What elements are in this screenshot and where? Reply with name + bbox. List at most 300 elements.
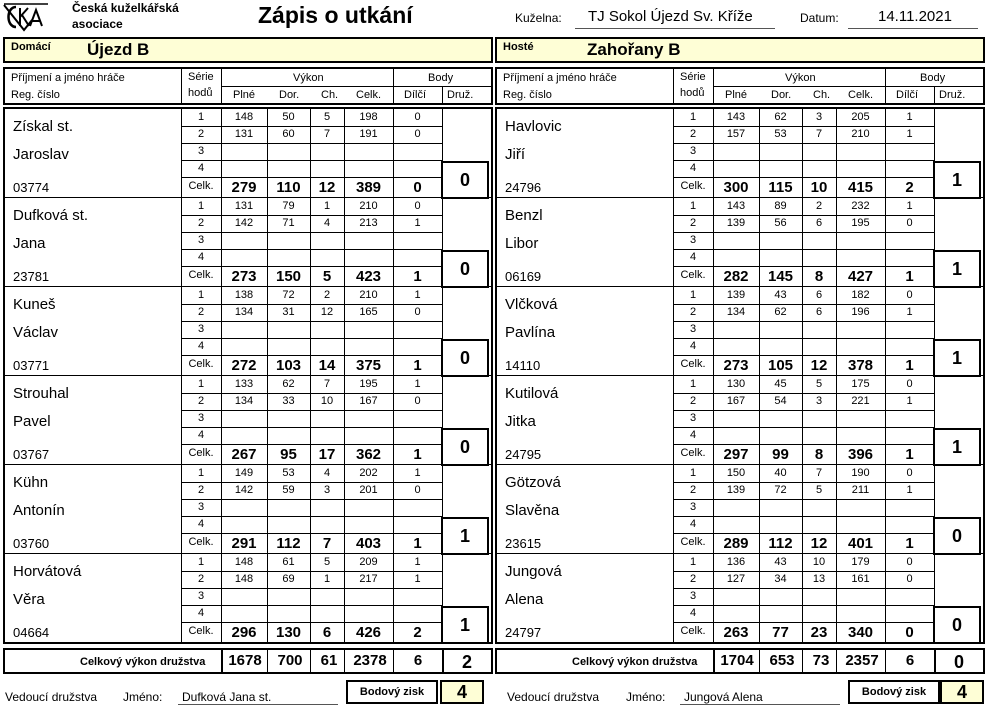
serie-dilci-value: 1 — [906, 306, 913, 318]
player-reg-number: 03774 — [13, 180, 50, 195]
serie-ch-value: 2 — [815, 200, 823, 212]
grid-line — [673, 338, 934, 339]
grid-line — [181, 69, 182, 105]
player-total-celk: 340 — [847, 624, 874, 641]
serie-number: 4 — [197, 429, 205, 441]
serie-dilci-value: 0 — [906, 378, 913, 390]
grid-line — [181, 533, 441, 534]
serie-dor-value: 59 — [282, 484, 295, 496]
serie-ch-value: 12 — [320, 306, 334, 318]
player-first-name: Pavel — [13, 413, 51, 430]
serie-celk-value: 195 — [359, 378, 378, 390]
serie-ch-value: 2 — [323, 289, 331, 301]
serie-number: 4 — [689, 429, 697, 441]
player-total-ch: 10 — [810, 179, 828, 196]
grid-line — [181, 499, 442, 500]
serie-dilci-value: 0 — [906, 573, 913, 585]
serie-dor-value: 79 — [282, 200, 295, 212]
player-total-dor: 103 — [275, 357, 302, 374]
serie-dilci-value: 0 — [414, 200, 421, 212]
header-celk-label: Celk. — [848, 89, 874, 101]
player-row — [497, 465, 983, 554]
serie-celk-value: 210 — [359, 200, 378, 212]
celk-label: Celk. — [188, 180, 214, 192]
player-total-celk: 403 — [355, 535, 382, 552]
player-row — [5, 109, 491, 198]
serie-celk-value: 198 — [359, 111, 378, 123]
celk-label: Celk. — [680, 536, 706, 548]
serie-ch-value: 1 — [323, 573, 331, 585]
serie-dor-value: 72 — [282, 289, 295, 301]
serie-dor-value: 69 — [282, 573, 295, 585]
header-druz-label: Druž. — [447, 89, 474, 101]
grid-line — [836, 650, 837, 672]
serie-ch-value: 7 — [323, 128, 331, 140]
player-surname: Získal st. — [13, 118, 74, 135]
grid-line — [267, 650, 268, 672]
player-total-plne: 297 — [723, 446, 749, 463]
serie-dilci-value: 1 — [906, 484, 913, 496]
home-bodovy-zisk-value: 4 — [440, 680, 484, 704]
venue-label: Kuželna: — [515, 11, 562, 25]
serie-number: 3 — [197, 323, 205, 335]
player-total-ch: 14 — [318, 357, 336, 374]
grid-line — [181, 321, 442, 322]
grid-line — [181, 516, 442, 517]
player-total-plne: 296 — [231, 624, 257, 641]
serie-plne-value: 142 — [234, 217, 254, 229]
player-first-name: Jiří — [505, 146, 525, 163]
serie-plne-value: 143 — [726, 200, 746, 212]
serie-number: 4 — [689, 340, 697, 352]
player-total-plne: 289 — [723, 535, 749, 552]
grid-line — [934, 650, 936, 672]
player-total-celk: 427 — [847, 268, 874, 285]
header-ch-label: Ch. — [321, 89, 339, 101]
player-total-dor: 99 — [772, 446, 789, 463]
player-row — [497, 198, 983, 287]
home-team-total-row — [3, 648, 493, 674]
player-row — [497, 376, 983, 465]
serie-celk-value: 205 — [851, 111, 870, 123]
player-row — [5, 465, 491, 554]
player-reg-number: 04664 — [13, 625, 50, 640]
serie-plne-value: 148 — [234, 111, 254, 123]
grid-line — [713, 86, 983, 87]
player-total-dilci: 2 — [905, 179, 914, 196]
serie-dor-value: 45 — [774, 378, 787, 390]
serie-celk-value: 195 — [851, 217, 870, 229]
serie-plne-value: 139 — [726, 289, 746, 301]
serie-dor-value: 54 — [774, 395, 787, 407]
away-jmeno-label: Jméno: — [626, 690, 666, 704]
player-surname: Kutilová — [505, 385, 559, 402]
grid-line — [673, 177, 933, 178]
grid-line — [442, 86, 443, 105]
grid-line — [934, 287, 935, 339]
player-row — [5, 287, 491, 376]
serie-ch-value: 1 — [323, 200, 331, 212]
away-bodovy-zisk-label: Bodový zisk — [848, 680, 940, 704]
serie-plne-value: 138 — [234, 289, 254, 301]
serie-dilci-value: 0 — [414, 484, 421, 496]
grid-line — [673, 266, 933, 267]
header-plne-label: Plné — [233, 89, 256, 101]
serie-ch-value: 3 — [815, 111, 823, 123]
player-total-dor: 115 — [768, 179, 793, 196]
serie-number: 4 — [197, 340, 205, 352]
player-surname: Kühn — [13, 474, 49, 491]
celk-label: Celk. — [680, 180, 706, 192]
team-total-plne: 1678 — [228, 652, 262, 669]
grid-line — [442, 376, 443, 428]
serie-celk-value: 213 — [359, 217, 378, 229]
serie-number: 3 — [689, 590, 697, 602]
serie-dor-value: 72 — [774, 484, 787, 496]
grid-line — [673, 571, 934, 572]
grid-line — [181, 126, 442, 127]
grid-line — [442, 198, 443, 250]
grid-line — [181, 393, 442, 394]
player-total-celk: 401 — [847, 535, 874, 552]
serie-plne-value: 150 — [726, 467, 746, 479]
serie-ch-value: 7 — [323, 378, 331, 390]
header-name-label: Příjmení a jméno hráče — [11, 72, 125, 84]
celk-label: Celk. — [188, 269, 214, 281]
grid-line — [673, 321, 934, 322]
player-reg-number: 14110 — [505, 358, 541, 373]
grid-line — [673, 69, 674, 105]
serie-plne-value: 148 — [234, 573, 254, 585]
player-reg-number: 23781 — [13, 269, 50, 284]
team-point-box: 1 — [933, 161, 981, 199]
player-row — [497, 109, 983, 198]
player-total-celk: 378 — [847, 357, 874, 374]
player-total-dor: 77 — [772, 624, 789, 641]
header-serie-label: Série — [188, 71, 214, 83]
grid-line — [673, 355, 933, 356]
serie-plne-value: 131 — [234, 200, 254, 212]
serie-dor-value: 43 — [774, 556, 787, 568]
team-total-celk: 2357 — [845, 652, 879, 669]
serie-celk-value: 196 — [851, 306, 870, 318]
player-first-name: Slavěna — [505, 502, 560, 519]
serie-dilci-value: 1 — [414, 467, 421, 479]
player-total-plne: 263 — [723, 624, 749, 641]
header-celk-label: Celk. — [356, 89, 382, 101]
serie-celk-value: 209 — [359, 556, 378, 568]
player-total-ch: 7 — [322, 535, 332, 552]
header-druz-label: Druž. — [939, 89, 966, 101]
player-total-ch: 6 — [322, 624, 332, 641]
header-dor-label: Dor. — [771, 89, 792, 101]
grid-line — [310, 650, 311, 672]
serie-number: 3 — [197, 145, 205, 157]
grid-line — [393, 650, 394, 672]
player-reg-number: 03771 — [13, 358, 50, 373]
serie-plne-value: 139 — [726, 484, 746, 496]
header-hodu-label: hodů — [188, 87, 213, 99]
header-reg-label: Reg. číslo — [11, 89, 60, 101]
serie-celk-value: 161 — [851, 573, 870, 585]
serie-dilci-value: 0 — [414, 395, 421, 407]
player-row — [497, 554, 983, 643]
grid-line — [181, 249, 442, 250]
player-first-name: Alena — [505, 591, 544, 608]
org-name-line1: Česká kuželkářská — [72, 1, 179, 15]
serie-number: 4 — [197, 518, 205, 530]
grid-line — [221, 86, 491, 87]
serie-number: 3 — [689, 145, 697, 157]
team-total-label: Celkový výkon družstva — [80, 656, 206, 668]
header-vykon-label: Výkon — [785, 72, 816, 84]
grid-line — [673, 232, 934, 233]
serie-dilci-value: 0 — [414, 128, 421, 140]
serie-number: 2 — [689, 395, 697, 407]
player-total-plne: 273 — [723, 357, 749, 374]
player-total-dilci: 1 — [905, 446, 914, 463]
player-total-dilci: 1 — [413, 268, 422, 285]
serie-number: 3 — [689, 323, 697, 335]
away-team-total-row — [495, 648, 985, 674]
serie-dor-value: 62 — [774, 306, 787, 318]
player-total-dilci: 0 — [413, 179, 422, 196]
serie-plne-value: 139 — [726, 217, 746, 229]
player-first-name: Pavlína — [505, 324, 556, 341]
serie-celk-value: 232 — [851, 200, 870, 212]
home-players-table — [3, 107, 493, 644]
player-first-name: Jana — [13, 235, 46, 252]
player-row — [5, 198, 491, 287]
away-players-table — [495, 107, 985, 644]
player-first-name: Jitka — [505, 413, 536, 430]
grid-line — [221, 650, 223, 672]
player-first-name: Jaroslav — [13, 146, 69, 163]
grid-line — [673, 126, 934, 127]
team-total-dor: 700 — [277, 652, 303, 669]
player-total-dilci: 0 — [905, 624, 914, 641]
header-dilci-label: Dílčí — [896, 89, 918, 101]
serie-dilci-value: 1 — [906, 395, 913, 407]
serie-plne-value: 131 — [234, 128, 254, 140]
serie-dilci-value: 0 — [414, 306, 421, 318]
away-label: Hosté — [503, 41, 534, 53]
home-jmeno-label: Jméno: — [123, 690, 163, 704]
grid-line — [673, 160, 934, 161]
header-plne-label: Plné — [725, 89, 748, 101]
serie-number: 3 — [689, 412, 697, 424]
header-body-label: Body — [920, 72, 946, 84]
player-total-dor: 112 — [276, 535, 301, 552]
player-first-name: Libor — [505, 235, 539, 252]
grid-line — [673, 482, 934, 483]
grid-line — [344, 650, 345, 672]
serie-dor-value: 53 — [774, 128, 787, 140]
player-total-celk: 362 — [355, 446, 382, 463]
home-team-name: Újezd B — [87, 40, 150, 59]
page-title: Zápis o utkání — [258, 2, 413, 28]
serie-dilci-value: 1 — [414, 556, 421, 568]
player-total-celk: 396 — [847, 446, 874, 463]
player-total-plne: 300 — [723, 179, 749, 196]
player-total-plne: 291 — [231, 535, 257, 552]
home-leader-name: Dufková Jana st. — [182, 690, 272, 704]
grid-line — [181, 355, 441, 356]
serie-celk-value: 217 — [359, 573, 378, 585]
grid-line — [181, 143, 442, 144]
serie-ch-value: 6 — [815, 217, 823, 229]
serie-dor-value: 60 — [282, 128, 295, 140]
team-total-celk: 2378 — [353, 652, 387, 669]
serie-celk-value: 165 — [359, 306, 378, 318]
serie-ch-value: 5 — [323, 111, 331, 123]
player-surname: Vlčková — [505, 296, 558, 313]
serie-number: 1 — [197, 289, 205, 301]
serie-number: 1 — [689, 467, 697, 479]
serie-celk-value: 167 — [359, 395, 378, 407]
serie-plne-value: 148 — [234, 556, 254, 568]
serie-ch-value: 10 — [812, 556, 826, 568]
header-vykon-label: Výkon — [293, 72, 324, 84]
home-column-header — [3, 67, 493, 105]
player-reg-number: 03760 — [13, 536, 50, 551]
grid-line — [181, 177, 441, 178]
serie-ch-value: 4 — [323, 467, 331, 479]
serie-number: 4 — [197, 251, 205, 263]
grid-line — [181, 605, 442, 606]
serie-dor-value: 62 — [282, 378, 295, 390]
header-name-label: Příjmení a jméno hráče — [503, 72, 617, 84]
serie-dor-value: 50 — [282, 111, 295, 123]
celk-label: Celk. — [680, 269, 706, 281]
team-point-box: 0 — [933, 606, 981, 644]
player-total-celk: 426 — [355, 624, 382, 641]
serie-plne-value: 149 — [234, 467, 254, 479]
player-total-celk: 423 — [355, 268, 382, 285]
player-reg-number: 24797 — [505, 625, 542, 640]
grid-line — [673, 249, 934, 250]
grid-line — [673, 393, 934, 394]
serie-ch-value: 5 — [815, 378, 823, 390]
grid-line — [934, 198, 935, 250]
grid-line — [673, 533, 933, 534]
serie-number: 3 — [197, 234, 205, 246]
serie-number: 1 — [689, 378, 697, 390]
player-total-plne: 267 — [231, 446, 257, 463]
away-team-header — [495, 37, 985, 63]
serie-plne-value: 157 — [726, 128, 746, 140]
grid-line — [181, 266, 441, 267]
serie-ch-value: 13 — [812, 573, 826, 585]
team-total-ch: 73 — [812, 652, 830, 669]
away-leader-label: Vedoucí družstva — [507, 690, 600, 704]
date-value: 14.11.2021 — [878, 8, 952, 25]
team-point-box: 1 — [441, 517, 489, 555]
serie-dilci-value: 1 — [414, 289, 421, 301]
player-first-name: Antonín — [13, 502, 65, 519]
serie-dor-value: 43 — [774, 289, 787, 301]
player-reg-number: 24796 — [505, 180, 542, 195]
serie-dilci-value: 1 — [414, 217, 421, 229]
player-row — [5, 554, 491, 643]
player-surname: Götzová — [505, 474, 561, 491]
grid-line — [181, 571, 442, 572]
header-dor-label: Dor. — [279, 89, 300, 101]
serie-celk-value: 190 — [851, 467, 870, 479]
serie-dor-value: 62 — [774, 111, 787, 123]
serie-ch-value: 6 — [815, 289, 823, 301]
serie-number: 4 — [197, 162, 205, 174]
serie-dor-value: 31 — [282, 306, 295, 318]
serie-plne-value: 134 — [726, 306, 746, 318]
serie-number: 2 — [197, 128, 205, 140]
grid-line — [673, 588, 934, 589]
grid-line — [442, 109, 443, 161]
player-total-ch: 12 — [810, 535, 828, 552]
serie-ch-value: 7 — [815, 128, 823, 140]
serie-number: 3 — [689, 501, 697, 513]
serie-dor-value: 33 — [282, 395, 295, 407]
celk-label: Celk. — [680, 625, 706, 637]
serie-plne-value: 134 — [234, 395, 254, 407]
player-total-dor: 150 — [275, 268, 302, 285]
header-hodu-label: hodů — [680, 87, 705, 99]
serie-dilci-value: 0 — [414, 111, 421, 123]
serie-number: 4 — [689, 162, 697, 174]
team-total-dor: 653 — [769, 652, 795, 669]
serie-dor-value: 61 — [282, 556, 295, 568]
org-name-line2: asociace — [72, 17, 123, 31]
serie-dilci-value: 1 — [906, 111, 913, 123]
header-dilci-label: Dílčí — [404, 89, 426, 101]
grid-line — [759, 650, 760, 672]
serie-dilci-value: 0 — [906, 289, 913, 301]
grid-line — [181, 304, 442, 305]
serie-number: 2 — [689, 306, 697, 318]
serie-ch-value: 6 — [815, 306, 823, 318]
player-total-dilci: 1 — [905, 268, 914, 285]
away-column-header — [495, 67, 985, 105]
serie-number: 2 — [197, 573, 205, 585]
serie-dilci-value: 1 — [906, 128, 913, 140]
player-surname: Horvátová — [13, 563, 82, 580]
serie-plne-value: 142 — [234, 484, 254, 496]
player-reg-number: 23615 — [505, 536, 542, 551]
celk-label: Celk. — [680, 447, 706, 459]
player-first-name: Věra — [13, 591, 45, 608]
serie-celk-value: 202 — [359, 467, 378, 479]
serie-number: 4 — [689, 607, 697, 619]
grid-line — [934, 109, 935, 161]
venue-value: TJ Sokol Újezd Sv. Kříže — [588, 8, 753, 25]
serie-ch-value: 4 — [323, 217, 331, 229]
team-point-box: 1 — [933, 339, 981, 377]
player-total-plne: 282 — [723, 268, 749, 285]
grid-line — [673, 215, 934, 216]
serie-number: 4 — [689, 251, 697, 263]
serie-celk-value: 211 — [851, 484, 870, 496]
grid-line — [181, 588, 442, 589]
team-point-box: 0 — [441, 161, 489, 199]
header-ch-label: Ch. — [813, 89, 831, 101]
serie-number: 1 — [689, 111, 697, 123]
away-bodovy-zisk-value: 4 — [940, 680, 984, 704]
serie-number: 4 — [689, 518, 697, 530]
serie-number: 3 — [197, 590, 205, 602]
serie-number: 2 — [197, 484, 205, 496]
player-total-ch: 12 — [318, 179, 336, 196]
grid-line — [673, 622, 933, 623]
